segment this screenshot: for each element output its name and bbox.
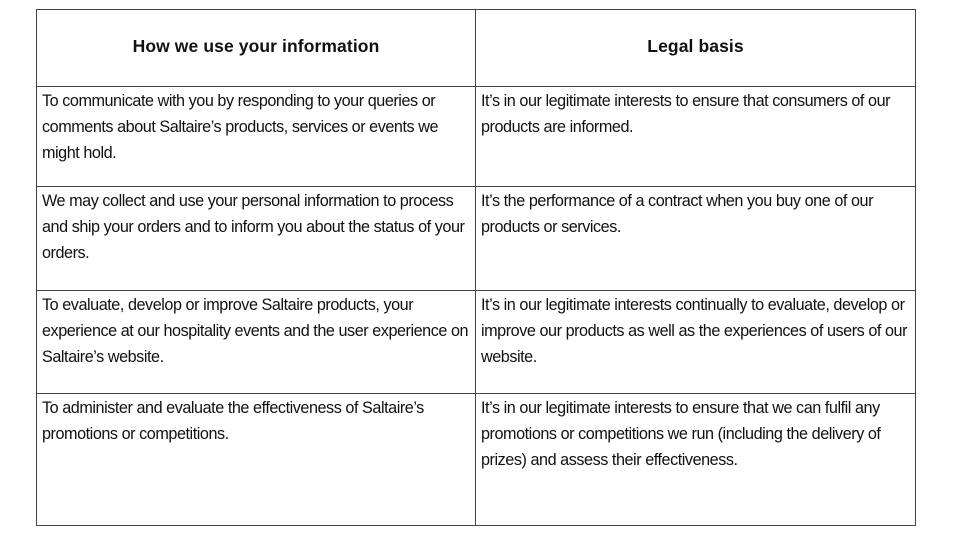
- table-header-row: [37, 10, 916, 87]
- basis-cell: It’s in our legitimate interests continually to evaluate, develop or improve our products as well as the experiences of users of our website.: [476, 291, 916, 394]
- header-legal-basis-label: Legal basis: [647, 35, 744, 56]
- header-how-we-use: [37, 10, 476, 87]
- basis-cell: It’s in our legitimate interests to ensure that consumers of our products are informed.: [476, 87, 916, 187]
- basis-cell: It’s the performance of a contract when you buy one of our products or services.: [476, 187, 916, 291]
- use-cell: To communicate with you by responding to your queries or comments about Saltaire’s products, services or events we might hold.: [37, 87, 476, 187]
- table-row: [37, 87, 916, 187]
- header-legal-basis: [476, 10, 916, 87]
- legal-basis-table: [36, 9, 916, 526]
- use-cell: To administer and evaluate the effectiveness of Saltaire’s promotions or competitions.: [37, 394, 476, 526]
- header-how-we-use-label: How we use your information: [132, 35, 380, 56]
- table-row: [37, 187, 916, 291]
- table-row: [37, 291, 916, 394]
- basis-cell: It’s in our legitimate interests to ensure that we can fulfil any promotions or competitions we run (including the delivery of prizes) and assess their effectiveness.: [476, 394, 916, 526]
- table-row: [37, 394, 916, 526]
- use-cell: We may collect and use your personal information to process and ship your orders and to inform you about the status of your orders.: [37, 187, 476, 291]
- use-cell: To evaluate, develop or improve Saltaire products, your experience at our hospitality events and the user experience on Saltaire’s website.: [37, 291, 476, 394]
